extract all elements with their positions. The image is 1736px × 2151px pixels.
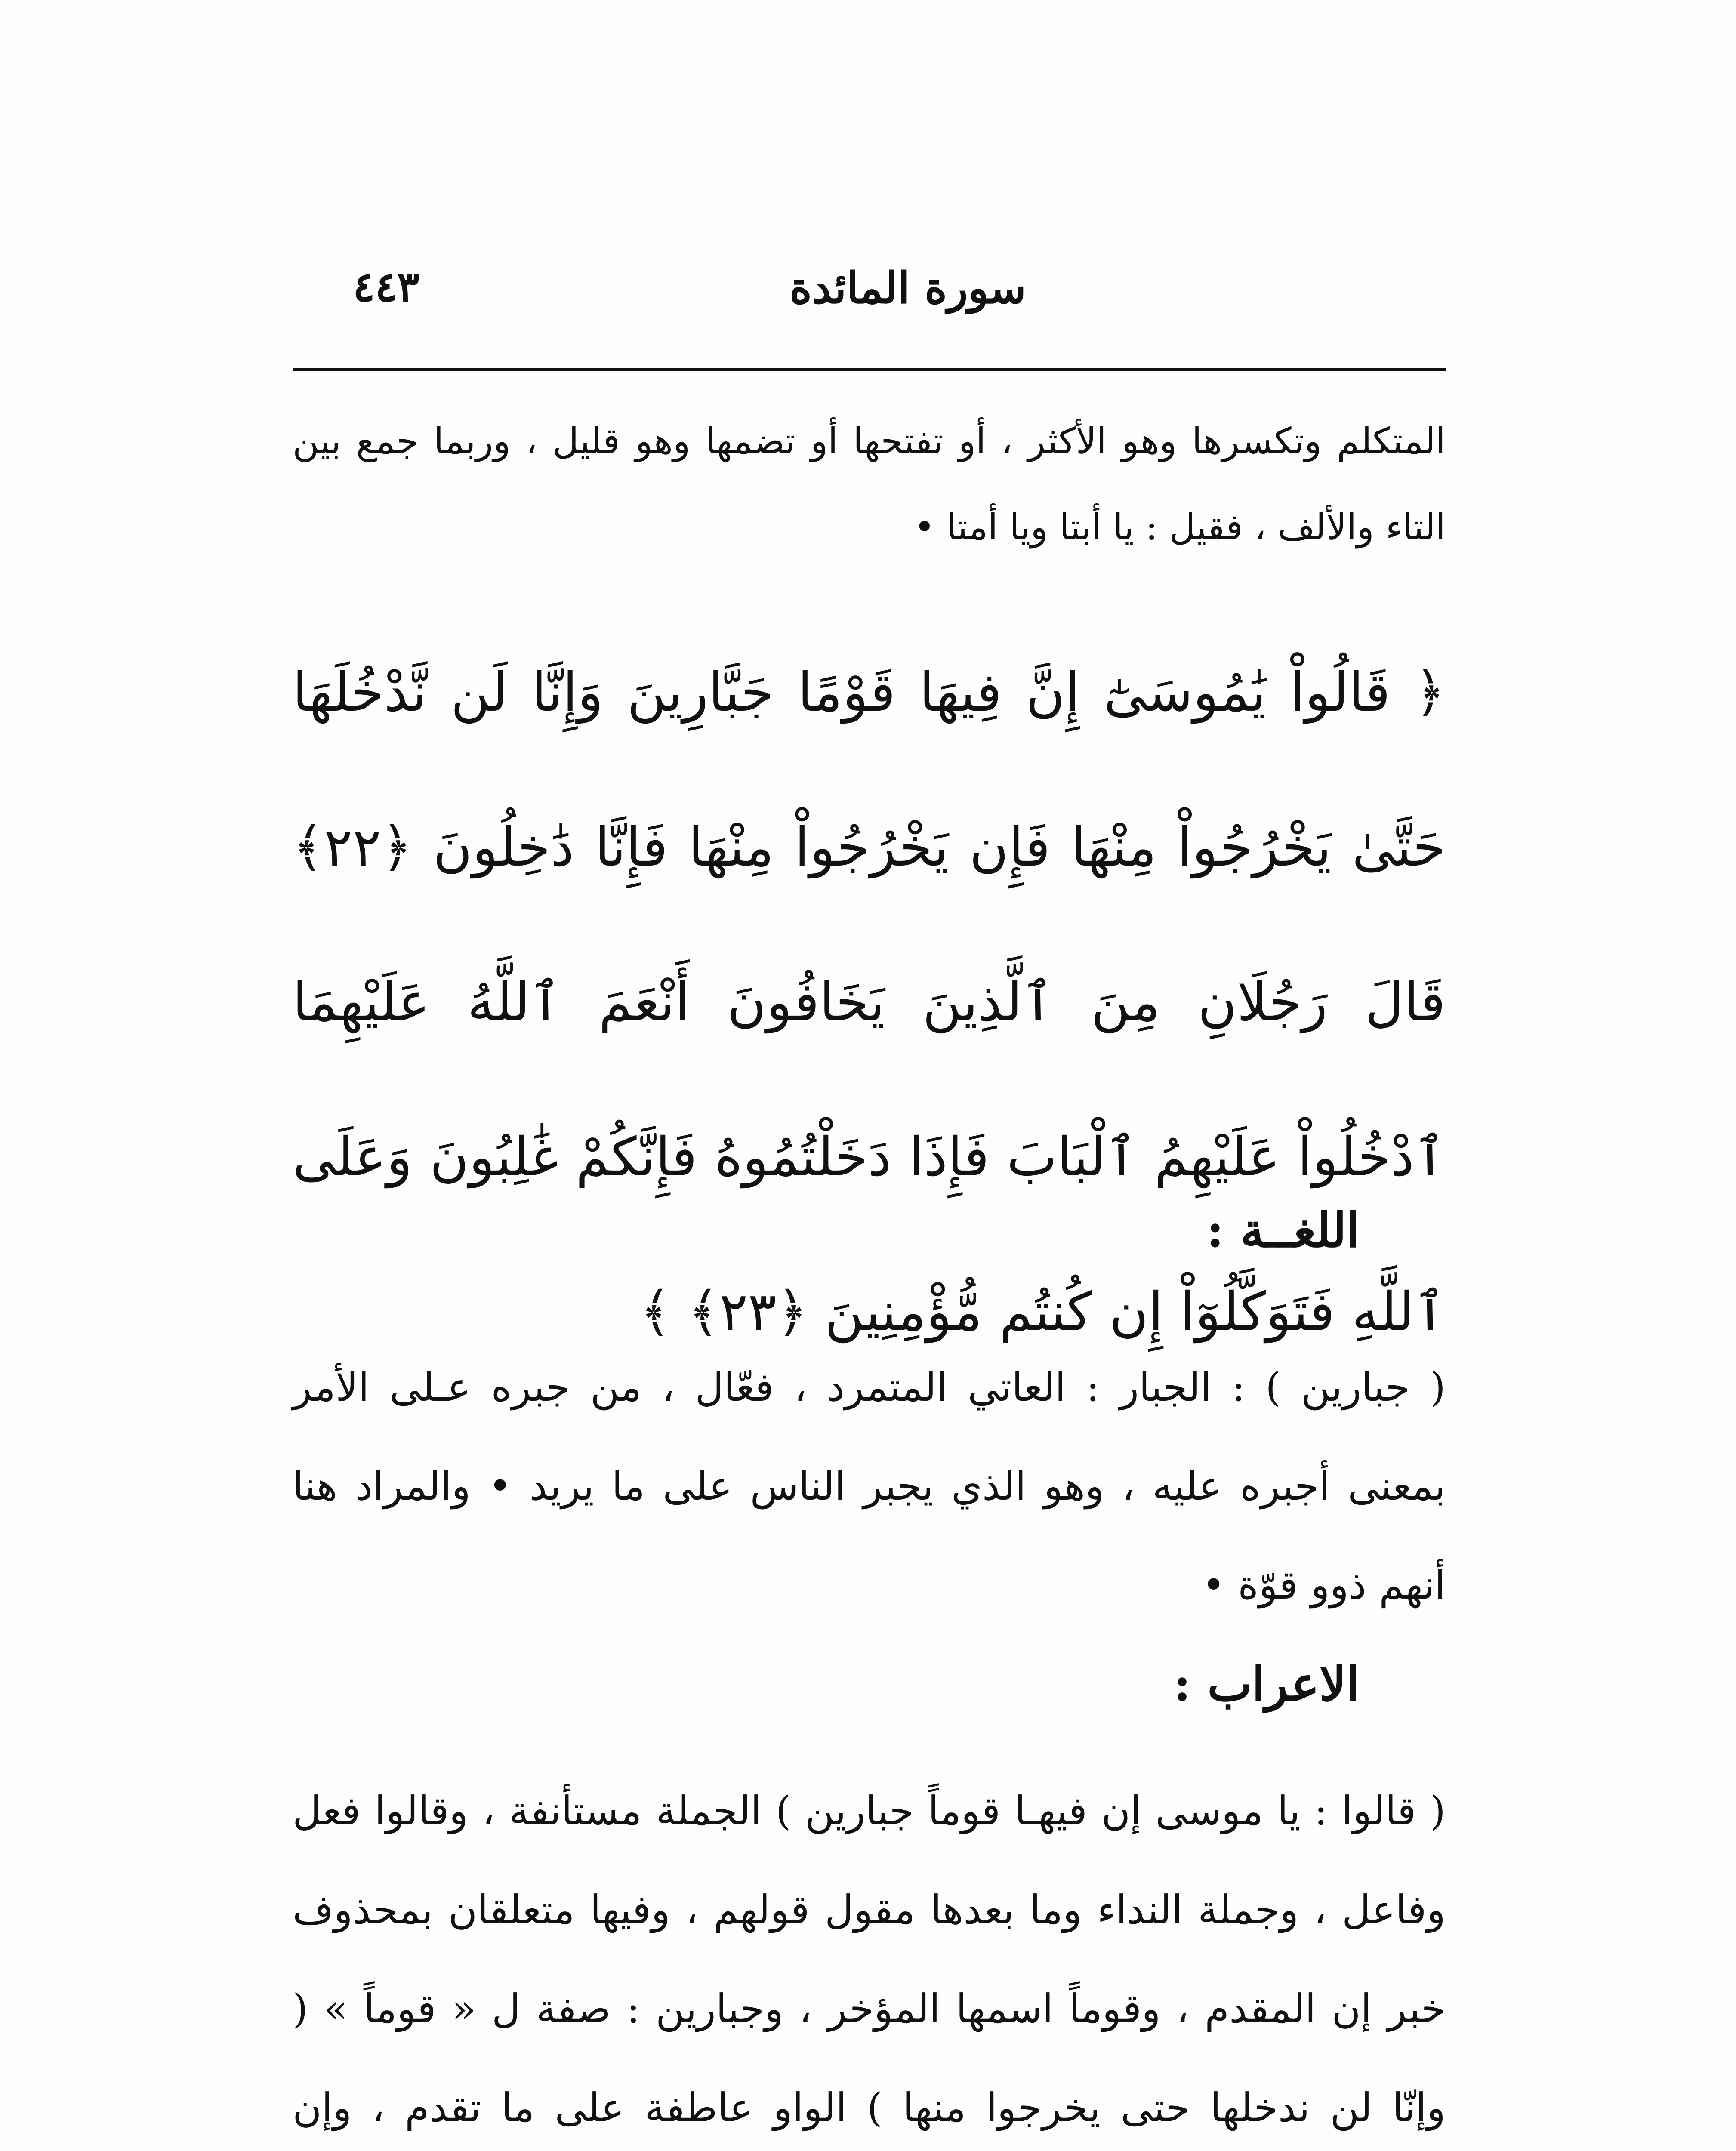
section-heading-irab: الاعراب : [1173,1656,1360,1712]
lugha-paragraph: ( جبارين ) : الجبار : العاتي المتمرد ، فعّال ، من جبره عـلى الأمر بمعنى أجبره عليه ، وهو الذي يجبر الناس على ما يريد • والمراد هنا أنهم ذوو قوّة • [293,1364,1446,1608]
page-header [293,258,1446,336]
surah-title: سورة المائدة [789,262,1027,313]
footnote-paragraph: المتكلم وتكسرها وهو الأكثر ، أو تفتحها أو تضمها وهو قليل ، وربما جمع بين التاء والألف ، فقيل : يا أبتا ويا أمتا • [293,420,1446,548]
header-divider [293,368,1446,371]
quran-verse-block: ﴿ قَالُواْ يَٰمُوسَىٰٓ إِنَّ فِيهَا قَوْمًا جَبَّارِينَ وَإِنَّا لَن نَّدْخُلَهَا حَتَّىٰ يَخْرُجُواْ مِنْهَا فَإِن يَخْرُجُواْ مِنْهَا فَإِنَّا دَٰخِلُونَ ﴿٢٢﴾ قَالَ رَجُلَانِ مِنَ ٱلَّذِينَ يَخَافُونَ أَنْعَمَ ٱللَّهُ عَلَيْهِمَا ٱدْخُلُواْ عَلَيْهِمُ ٱلْبَابَ فَإِذَا دَخَلْتُمُوهُ فَإِنَّكُمْ غَٰلِبُونَ وَعَلَى ٱللَّهِ فَتَوَكَّلُوٓاْ إِن كُنتُم مُّؤْمِنِينَ ﴿٢٣﴾ ﴾ [293,662,1446,1343]
page-number: ٤٤٣ [353,262,419,311]
irab-paragraph: ( قالوا : يا موسى إن فيهـا قوماً جبارين ) الجملة مستأنفة ، وقالوا فعل وفاعل ، وجملة النداء وما بعدها مقول قولهم ، وفيها متعلقان بمحذوف خبر إن المقدم ، وقوماً اسمها المؤخر ، وجبارين : صفة ل « قوماً » ( وإنّا لن ندخلها حتى يخرجوا منها ) الواو عاطفة على ما تقدم ، وإن [293,1788,1446,2131]
section-heading-lugha: اللغــة : [1206,1202,1360,1258]
